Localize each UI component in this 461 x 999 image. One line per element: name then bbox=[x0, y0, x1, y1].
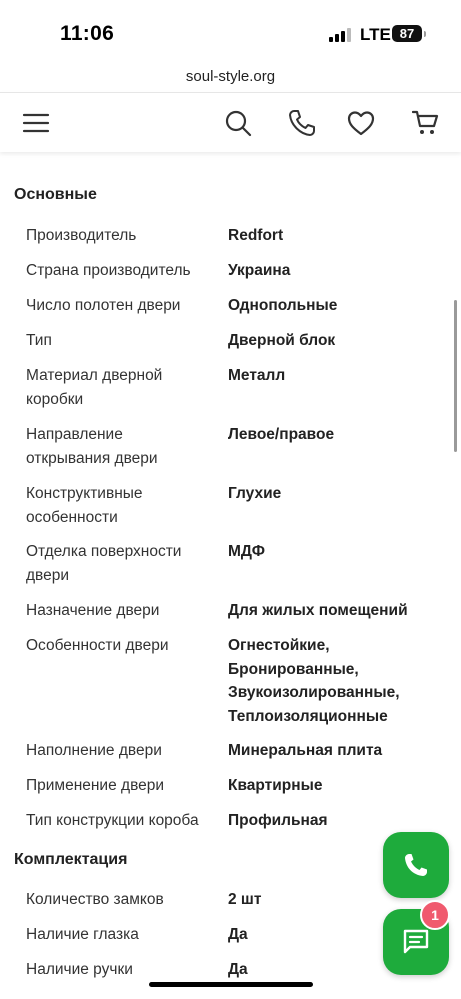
spec-label: Тип конструкции короба bbox=[26, 812, 199, 829]
spec-value: Дверной блок bbox=[228, 332, 336, 349]
spec-label: Конструктивные особенности bbox=[26, 485, 143, 526]
scrollbar[interactable] bbox=[454, 300, 457, 452]
spec-label: Отделка поверхности двери bbox=[26, 543, 182, 584]
spec-value: Левое/правое bbox=[228, 426, 335, 443]
spec-label: Назначение двери bbox=[26, 602, 160, 619]
spec-value: Да bbox=[228, 926, 248, 943]
spec-label: Количество замков bbox=[26, 891, 164, 908]
spec-value: Квартирные bbox=[228, 777, 323, 794]
spec-label: Особенности двери bbox=[26, 637, 169, 654]
spec-value: Redfort bbox=[228, 227, 284, 244]
search-icon[interactable] bbox=[224, 109, 252, 137]
home-indicator[interactable] bbox=[149, 982, 313, 987]
network-type: LTE bbox=[360, 25, 391, 44]
spec-value: Профильная bbox=[228, 812, 328, 829]
spec-value: Украина bbox=[228, 262, 291, 279]
spec-label: Направление открывания двери bbox=[26, 426, 158, 467]
spec-value: Глухие bbox=[228, 485, 282, 502]
spec-value: Огнестойкие, Бронированные, Звукоизолированные, Теплоизоляционные bbox=[228, 637, 400, 725]
spec-label: Производитель bbox=[26, 227, 137, 244]
battery-tip bbox=[424, 31, 426, 37]
status-time: 11:06 bbox=[60, 22, 115, 45]
spec-value: Минеральная плита bbox=[228, 742, 383, 759]
site-header bbox=[0, 92, 461, 152]
spec-label: Страна производитель bbox=[26, 262, 191, 279]
phone-icon bbox=[402, 851, 430, 879]
signal-strength-icon bbox=[329, 27, 351, 42]
battery-icon: 87 bbox=[392, 25, 422, 42]
cart-icon[interactable] bbox=[412, 109, 440, 137]
menu-icon[interactable] bbox=[22, 109, 50, 137]
spec-value: Металл bbox=[228, 367, 286, 384]
spec-label: Наполнение двери bbox=[26, 742, 162, 759]
notification-badge: 1 bbox=[420, 900, 450, 930]
spec-label: Применение двери bbox=[26, 777, 165, 794]
section-title-equipment: Комплектация bbox=[14, 851, 128, 868]
spec-value: Для жилых помещений bbox=[228, 602, 408, 619]
spec-label: Материал дверной коробки bbox=[26, 367, 163, 408]
chat-icon bbox=[402, 928, 430, 956]
section-title-main: Основные bbox=[14, 186, 97, 203]
heart-icon[interactable] bbox=[347, 109, 375, 137]
spec-label: Тип bbox=[26, 332, 52, 349]
spec-value: МДФ bbox=[228, 543, 265, 560]
spec-label: Число полотен двери bbox=[26, 297, 181, 314]
call-button[interactable] bbox=[383, 832, 449, 898]
status-bar bbox=[0, 0, 461, 62]
spec-label: Наличие глазка bbox=[26, 926, 139, 943]
url-text: soul-style.org bbox=[185, 68, 276, 85]
spec-value: Да bbox=[228, 961, 248, 978]
spec-value: Однопольные bbox=[228, 297, 338, 314]
url-bar[interactable] bbox=[0, 62, 461, 92]
spec-label: Наличие ручки bbox=[26, 961, 133, 978]
spec-value: 2 шт bbox=[228, 891, 262, 908]
phone-icon[interactable] bbox=[288, 109, 316, 137]
